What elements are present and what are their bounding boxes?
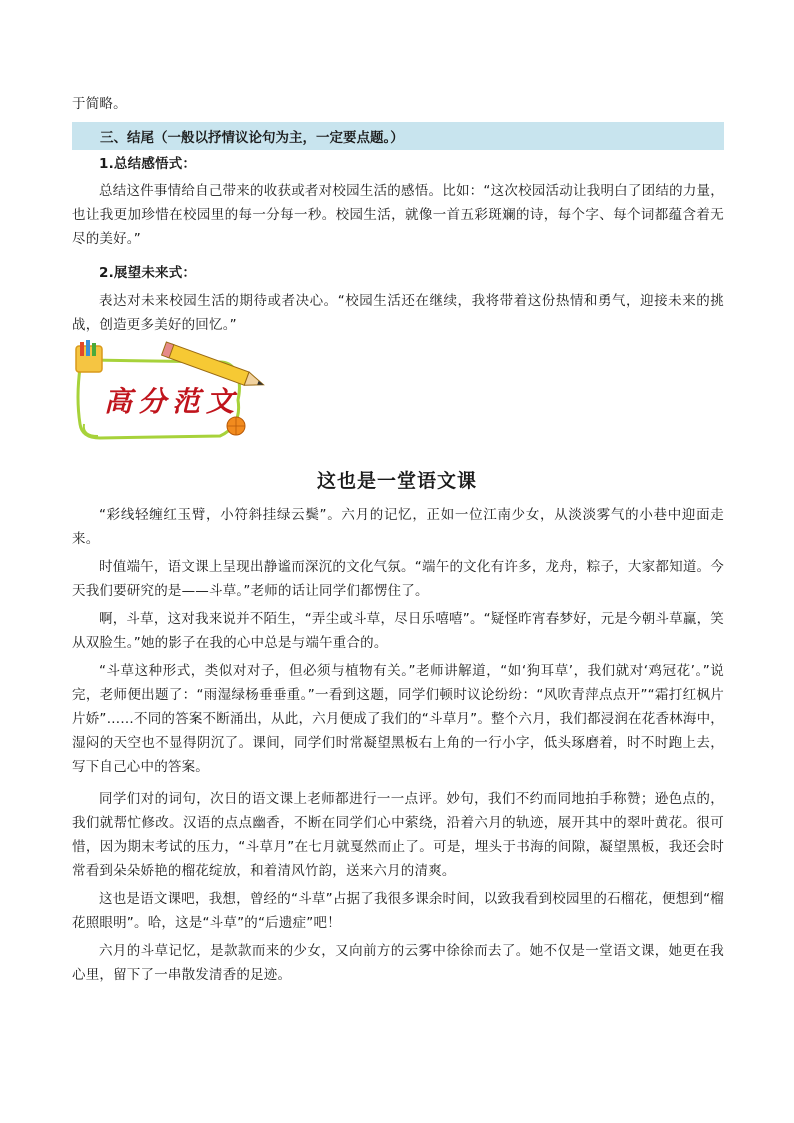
essay-paragraph-7: 六月的斗草记忆，是款款而来的少女，又向前方的云雾中徐徐而去了。她不仅是一堂语文课，她更在我心里，留下了一串散发清香的足迹。 (72, 943, 724, 983)
intro-tail: 于简略。 (72, 96, 127, 112)
section-heading: 三、结尾（一般以抒情议论句为主，一定要点题。） (100, 130, 404, 146)
model-essay-logo (70, 340, 280, 450)
logo-text: 高分范文 (104, 385, 241, 418)
sub1-label: 1.总结感悟式： (99, 156, 197, 172)
summary-section (72, 152, 724, 337)
essay-paragraph-6: 这也是语文课吧，我想，曾经的“斗草”占据了我很多课余时间，以致我看到校园里的石榴花，便想到“榴花照眼明”。哈，这是“斗草”的“后遗症”吧！ (72, 891, 724, 931)
essay-paragraph-4: “斗草这种形式，类似对对子，但必须与植物有关。”老师讲解道，“如‘狗耳草’，我们就对‘鸡冠花’。”说完，老师便出题了：“雨湿绿杨垂垂重。”一看到这题，同学们顿时议论纷纷：“风吹青萍点点开”“霜打红枫片片娇”……不同的答案不断涌出，从此，六月便成了我们的“斗草月”。整个六月，我们都浸润在花香林海中，湿闷的天空也不显得阴沉了。课间，同学们时常凝望黑板右上角的一行小字，低头琢磨着，时不时跑上去，写下自己心中的答案。 (72, 663, 724, 775)
essay-paragraph-3: 啊，斗草，这对我来说并不陌生，“弄尘或斗草，尽日乐嘻嘻”。“疑怪昨宵春梦好，元是今朝斗草赢，笑从双脸生。”她的影子在我的心中总是与端午重合的。 (72, 611, 724, 651)
sub2-text: 表达对未来校园生活的期待或者决心。“校园生活还在继续，我将带着这份热情和勇气，迎接未来的挑战，创造更多美好的回忆。” (72, 293, 724, 333)
essay-title: 这也是一堂语文课 (316, 470, 477, 492)
essay-paragraph-1: “彩线轻缠红玉臂，小符斜挂绿云鬓”。六月的记忆，正如一位江南少女，从淡淡雾气的小巷中迎面走来。 (72, 507, 724, 547)
essay-body (72, 503, 724, 987)
sub1-text: 总结这件事情给自己带来的收获或者对校园生活的感悟。比如：“这次校园活动让我明白了团结的力量，也让我更加珍惜在校园里的每一分每一秒。校园生活，就像一首五彩斑斓的诗，每个字、每个词都蕴含着无尽的美好。” (72, 183, 724, 247)
sub2-label: 2.展望未来式： (99, 265, 197, 281)
essay-paragraph-2: 时值端午，语文课上呈现出静谧而深沉的文化气氛。“端午的文化有许多，龙舟，粽子，大家都知道。今天我们要研究的是——斗草。”老师的话让同学们都愣住了。 (72, 559, 724, 599)
section-heading-band (72, 122, 724, 150)
essay-paragraph-5: 同学们对的词句，次日的语文课上老师都进行一一点评。妙句，我们不约而同地拍手称赞；逊色点的，我们就帮忙修改。汉语的点点幽香，不断在同学们心中萦绕，沿着六月的轨迹，展开其中的翠叶黄花。很可惜，因为期末考试的压力，“斗草月”在七月就戛然而止了。可是，埋头于书海的间隙，凝望黑板，我还会时常看到朵朵娇艳的榴花绽放，和着清风竹韵，送来六月的清爽。 (72, 791, 724, 879)
